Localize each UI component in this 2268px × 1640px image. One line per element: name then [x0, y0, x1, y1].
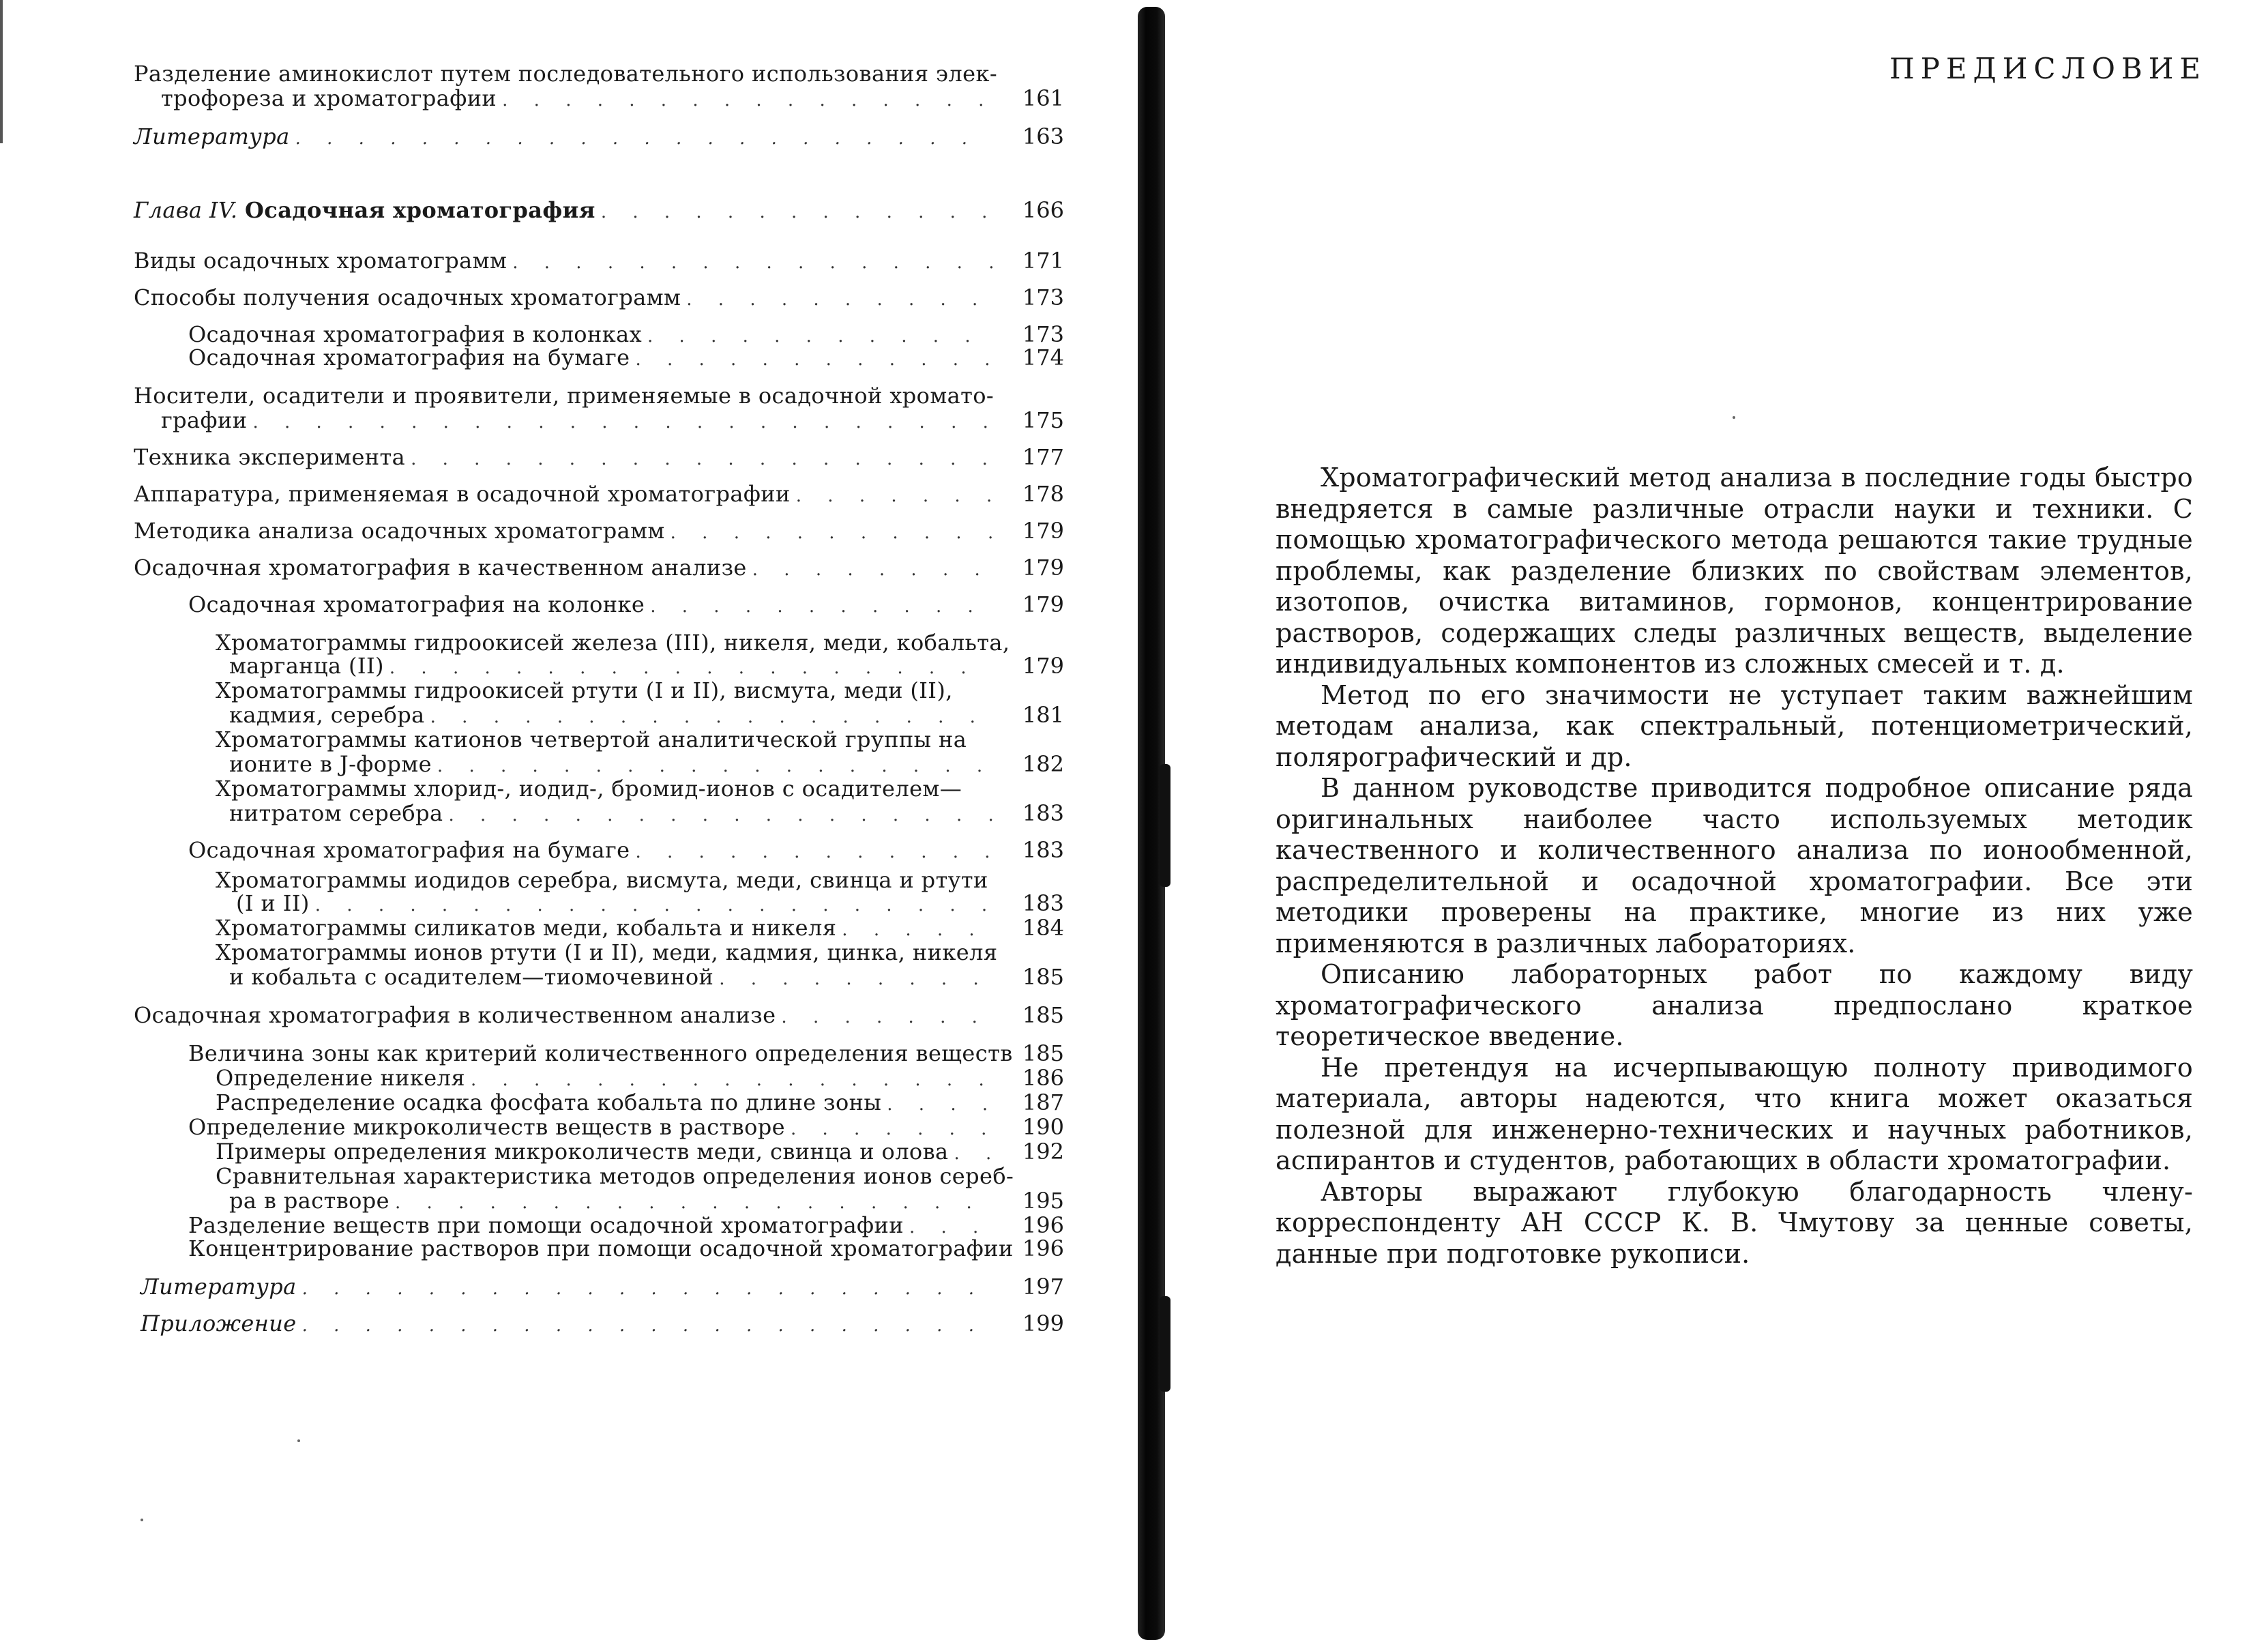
- toc-entry: Определение никеля . . .: [216, 1066, 999, 1092]
- toc-entry: марганца (II) . . .: [229, 654, 999, 680]
- toc-entry: Хроматограммы иодидов серебра, висмута, меди, свинца и ртути: [216, 867, 988, 893]
- toc-entry: Способы получения осадочных хроматограмм . . .: [134, 285, 999, 312]
- toc-entry: Концентрирование растворов при помощи осадочной хроматографии: [188, 1235, 1014, 1261]
- toc-entry: Литература . . .: [141, 1274, 999, 1301]
- toc-entry: Осадочная хроматография в количественном анализе . . .: [134, 1003, 999, 1029]
- toc-entry: Осадочная хроматография на бумаге . . .: [188, 345, 999, 372]
- toc-entry: графии . . .: [161, 408, 999, 435]
- toc-page-number: 174: [1022, 345, 1064, 370]
- toc-entry: Аппаратура, применяемая в осадочной хроматографии . . .: [134, 482, 999, 508]
- toc-page-number: 190: [1022, 1114, 1064, 1140]
- toc-page-number: 197: [1022, 1274, 1064, 1300]
- toc-entry: и кобальта с осадителем—тиомочевиной . . .: [229, 965, 999, 991]
- toc-page-number: 178: [1022, 481, 1064, 507]
- preface-paragraph: Авторы выражают глубокую благодарность члену-корреспонденту АН СССР К. В. Чмутову за ценные советы, данные при подготовке рукописи.: [1276, 1176, 2193, 1269]
- toc-page-number: 171: [1022, 248, 1064, 274]
- preface-paragraph: Хроматографический метод анализа в последние годы быстро внедряется в самые различные отрасли науки и техники. С помощью хроматографического метода решаются такие трудные проблемы, как разделение близких по свойствам элементов, изотопов, очистка витаминов, гормонов, концентрирование растворов, содержащих следы различных веществ, выделение индивидуальных компонентов из сложных смесей и т. д.: [1276, 463, 2193, 679]
- toc-page-number: 181: [1022, 702, 1064, 728]
- toc-page-number: 196: [1022, 1235, 1064, 1261]
- toc-page-number: 173: [1022, 284, 1064, 310]
- print-speck: [1733, 416, 1735, 419]
- toc-page-number: 179: [1022, 591, 1064, 617]
- toc-page-number: 175: [1022, 407, 1064, 433]
- toc-page-number: 195: [1022, 1188, 1064, 1214]
- preface-paragraph: В данном руководстве приводится подробное описание ряда оригинальных наиболее часто используемых методик качественного и количественного анализа по ионообменной, распределительной и осадочной хроматографии. Все эти методики проверены на практике, многие из них уже применяются в различных лабораториях.: [1276, 773, 2193, 958]
- toc-entry: Виды осадочных хроматограмм . . .: [134, 248, 999, 275]
- toc-entry: Величина зоны как критерий количественного определения веществ: [188, 1040, 1013, 1066]
- toc-entry: Распределение осадка фосфата кобальта по длине зоны . . .: [216, 1090, 999, 1117]
- preface-paragraph: Описанию лабораторных работ по каждому виду хроматографического анализа предпослано краткое теоретическое введение.: [1276, 959, 2193, 1051]
- toc-entry: Методика анализа осадочных хроматограмм . . .: [134, 518, 999, 545]
- toc-entry: Хроматограммы хлорид-, иодид-, бромид-ионов с осадителем—: [216, 776, 962, 802]
- toc-entry: Разделение аминокислот путем последовательного использования элек-: [134, 61, 998, 87]
- toc-page-number: 192: [1022, 1139, 1064, 1165]
- toc-page-number: 185: [1022, 1040, 1064, 1066]
- toc-page-number: 179: [1022, 555, 1064, 581]
- toc-page-number: 179: [1022, 653, 1064, 679]
- toc-chapter-entry: Глава IV. Осадочная хроматография . . .: [134, 198, 999, 224]
- toc-entry: Техника эксперимента . . .: [134, 445, 999, 471]
- toc-entry: Хроматограммы силикатов меди, кобальта и никеля . . .: [216, 916, 999, 942]
- toc-entry: Осадочная хроматография на бумаге . . .: [188, 838, 999, 864]
- toc-entry: кадмия, серебра . . .: [229, 703, 999, 729]
- toc-entry: Хроматограммы гидроокисей железа (III), никеля, меди, кобальта,: [216, 630, 1010, 656]
- binding-edge-line: [0, 0, 3, 143]
- toc-entry: Примеры определения микроколичеств меди, свинца и олова . . .: [216, 1139, 999, 1166]
- preface-paragraph: Не претендуя на исчерпывающую полноту приводимого материала, авторы надеются, что книга может оказаться полезной для инженерно-технических и научных работников, аспирантов и студентов, работающих в области хроматографии.: [1276, 1052, 2193, 1175]
- toc-entry: Хроматограммы ионов ртути (I и II), меди, кадмия, цинка, никеля: [216, 939, 998, 965]
- left-page: [0, 0, 1119, 1640]
- toc-entry: Сравнительная характеристика методов определения ионов сереб-: [216, 1163, 1014, 1189]
- toc-entry: Литература . . .: [134, 124, 999, 151]
- toc-page-number: 183: [1022, 890, 1064, 916]
- toc-entry: ионите в J-форме . . .: [229, 752, 999, 778]
- toc-entry: Хроматограммы катионов четвертой аналитической группы на: [216, 727, 967, 752]
- toc-page-number: 179: [1022, 518, 1064, 544]
- toc-entry: Определение микроколичеств веществ в растворе . . .: [188, 1115, 999, 1141]
- toc-page-number: 183: [1022, 800, 1064, 826]
- toc-entry: Осадочная хроматография в колонках . . .: [188, 322, 999, 349]
- toc-page-number: 182: [1022, 751, 1064, 777]
- preface-title: ПРЕДИСЛОВИЕ: [1889, 52, 2207, 86]
- toc-entry: (I и II) . . .: [236, 891, 999, 918]
- toc-entry: ра в растворе . . .: [229, 1188, 999, 1215]
- toc-entry: Осадочная хроматография в качественном анализе . . .: [134, 555, 999, 582]
- preface-body: [1276, 463, 2193, 1270]
- gutter-shadow: [1160, 1296, 1170, 1392]
- toc-page-number: 185: [1022, 964, 1064, 990]
- toc-page-number: 185: [1022, 1002, 1064, 1028]
- toc-page-number: 186: [1022, 1065, 1064, 1091]
- toc-page-number: 166: [1022, 197, 1064, 223]
- toc-entry: Осадочная хроматография на колонке . . .: [188, 592, 999, 619]
- toc-entry: Разделение веществ при помощи осадочной хроматографии . . .: [188, 1213, 999, 1240]
- toc-page-number: 183: [1022, 837, 1064, 863]
- toc-entry: трофореза и хроматографии . . .: [161, 86, 999, 113]
- toc-page-number: 196: [1022, 1212, 1064, 1238]
- toc-page-number: 184: [1022, 915, 1064, 941]
- toc-entry: Приложение . . .: [141, 1311, 999, 1338]
- toc-page-number: 177: [1022, 444, 1064, 470]
- print-speck: [297, 1439, 300, 1442]
- toc-page-number: 199: [1022, 1310, 1064, 1336]
- toc-page-number: 161: [1022, 85, 1064, 111]
- toc-page-number: 163: [1022, 123, 1064, 149]
- preface-paragraph: Метод по его значимости не уступает таким важнейшим методам анализа, как спектральный, потенциометрический, полярографический и др.: [1276, 679, 2193, 772]
- toc-page-number: 173: [1022, 321, 1064, 347]
- toc-entry: Носители, осадители и проявители, применяемые в осадочной хромато-: [134, 383, 995, 409]
- toc-page-number: 187: [1022, 1089, 1064, 1115]
- gutter-shadow: [1160, 764, 1170, 887]
- toc-entry: нитратом серебра . . .: [229, 801, 999, 828]
- toc-entry: Хроматограммы гидроокисей ртути (I и II), висмута, меди (II),: [216, 677, 953, 703]
- print-speck: [141, 1519, 143, 1521]
